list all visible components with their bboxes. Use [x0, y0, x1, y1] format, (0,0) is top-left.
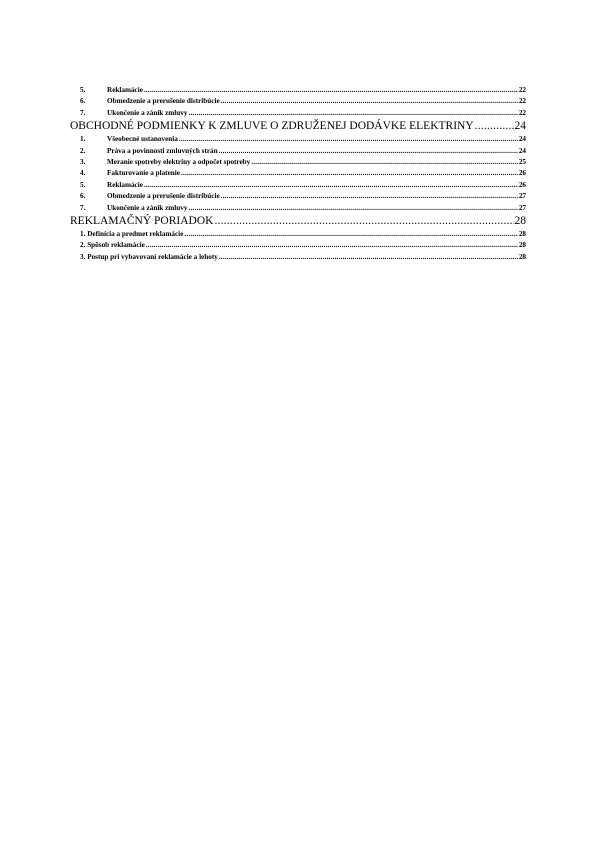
toc-entry-title: Postup pri vybavovaní reklamácie a lehoty — [87, 252, 218, 261]
toc-leader-dots — [146, 240, 518, 251]
toc-section-heading[interactable] — [70, 214, 526, 229]
toc-entry-number: 6. — [80, 192, 86, 201]
toc-entry-number: 2. — [80, 241, 86, 250]
toc-entry[interactable] — [70, 229, 526, 240]
toc-leader-dots — [179, 134, 518, 145]
toc-entry-number: 6. — [80, 97, 86, 106]
toc-entry[interactable] — [70, 168, 526, 179]
toc-section-heading[interactable] — [70, 119, 526, 134]
toc-leader-dots — [144, 85, 518, 96]
toc-leader-dots — [219, 252, 518, 263]
toc-entry-title: Ukončenie a zánik zmluvy — [107, 108, 188, 117]
toc-entry[interactable] — [70, 85, 526, 96]
toc-leader-dots — [219, 146, 518, 157]
toc-section-page: 24 — [514, 120, 526, 133]
toc-entry-page: 22 — [518, 108, 526, 117]
toc-leader-dots — [184, 229, 517, 240]
toc-entry[interactable] — [70, 180, 526, 191]
toc-entry[interactable] — [70, 203, 526, 214]
toc-entry-number: 2. — [80, 146, 86, 155]
toc-entry-number: 5. — [80, 86, 86, 94]
toc-entry-page: 26 — [518, 169, 526, 178]
toc-entry[interactable] — [70, 157, 526, 168]
toc-entry-page: 26 — [518, 180, 526, 189]
toc-entry-page: 25 — [518, 157, 526, 166]
toc-entry-number: 1. — [80, 135, 86, 144]
toc-entry-number: 5. — [80, 180, 86, 189]
toc-section-title: OBCHODNÉ PODMIENKY K ZMLUVE O ZDRUŽENEJ DODÁVKE ELEKTRINY — [70, 120, 474, 133]
toc-section-page: 28 — [514, 214, 526, 227]
toc-leader-dots — [214, 214, 513, 229]
toc-leader-dots — [188, 108, 517, 119]
toc-entry-title: Reklamácie — [107, 180, 143, 189]
toc-entry-title: Práva a povinnosti zmluvných strán — [107, 146, 218, 155]
toc-entry-number: 3. — [80, 157, 86, 166]
toc-leader-dots — [251, 157, 518, 168]
toc-entry-number: 3. — [80, 252, 86, 261]
toc-entry[interactable] — [70, 134, 526, 145]
toc-section-title: REKLAMAČNÝ PORIADOK — [70, 214, 214, 227]
toc-entry-title: Všeobecné ustanovenia — [107, 135, 178, 144]
toc-entry-title: Obmedzenie a prerušenie distribúcie — [107, 97, 220, 106]
toc-entry-page: 28 — [518, 241, 526, 250]
toc-entry-number: 7. — [80, 203, 86, 212]
toc-entry-page: 24 — [518, 146, 526, 155]
toc-entry-page: 22 — [518, 86, 526, 94]
toc-entry[interactable] — [70, 191, 526, 202]
toc-entry-page: 24 — [518, 135, 526, 144]
toc-entry-title: Reklamácie — [107, 86, 143, 94]
toc-entry-page: 27 — [518, 192, 526, 201]
toc-entry-title: Meranie spotreby elektriny a odpočet spotreby — [107, 157, 251, 166]
toc-entry-number: 1. — [80, 229, 86, 238]
toc-entry-title: Ukončenie a zánik zmluvy — [107, 203, 188, 212]
toc-entry[interactable] — [70, 96, 526, 107]
toc-leader-dots — [475, 119, 514, 134]
toc-entry[interactable] — [70, 108, 526, 119]
toc-leader-dots — [221, 191, 518, 202]
toc-entry[interactable] — [70, 240, 526, 251]
toc-leader-dots — [181, 168, 518, 179]
toc-entry-page: 22 — [518, 97, 526, 106]
toc-entry-number: 7. — [80, 108, 86, 117]
toc-entry-page: 28 — [518, 229, 526, 238]
toc-leader-dots — [188, 203, 517, 214]
toc-entry-title: Definícia a predmet reklamácie — [87, 229, 184, 238]
toc-entry-title: Obmedzenie a prerušenie distribúcie — [107, 192, 220, 201]
toc-entry-title: Fakturovanie a platenie — [107, 169, 180, 178]
toc-entry-number: 4. — [80, 169, 86, 178]
toc-leader-dots — [221, 96, 518, 107]
toc-leader-dots — [144, 180, 518, 191]
toc-entry-page: 28 — [518, 252, 526, 261]
toc-entry[interactable] — [70, 252, 526, 263]
toc-entry-page: 27 — [518, 203, 526, 212]
toc-entry-title: Spôsob reklamácie — [87, 241, 145, 250]
table-of-contents — [70, 85, 526, 263]
toc-entry[interactable] — [70, 146, 526, 157]
